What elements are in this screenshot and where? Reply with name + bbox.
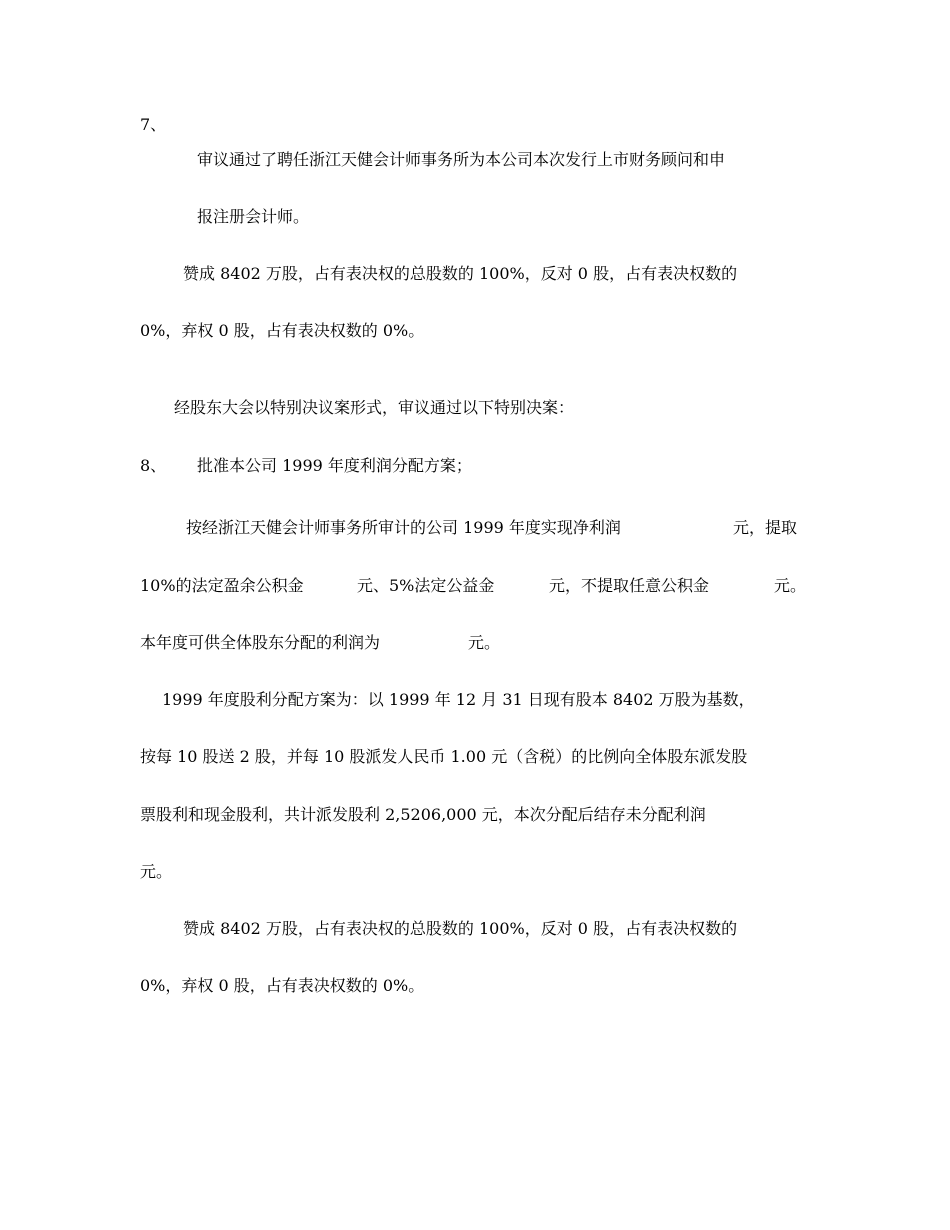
item-7-text-line1: 审议通过了聘任浙江天健会计师事务所为本公司本次发行上市财务顾问和申 <box>197 150 726 169</box>
item-8-para1-line2-d: 元。 <box>774 576 807 595</box>
item-8-vote-line1: 赞成 8402 万股，占有表决权的总股数的 100%，反对 0 股，占有表决权数的 <box>183 919 738 938</box>
item-8-number: 8、 <box>140 456 167 475</box>
item-8-para2-line2: 按每 10 股送 2 股，并每 10 股派发人民币 1.00 元（含税）的比例向全体股东派发股 <box>140 747 748 766</box>
item-8-para1-line2-a: 10%的法定盈余公积金 <box>140 576 304 595</box>
item-7-text-line2: 报注册会计师。 <box>197 207 310 226</box>
item-8-para1-line1-a: 按经浙江天健会计师事务所审计的公司 1999 年度实现净利润 <box>186 518 621 537</box>
item-8-para2-line4: 元。 <box>140 862 173 881</box>
item-8-para2-line3: 票股利和现金股利，共计派发股利 2,5206,000 元，本次分配后结存未分配利润 <box>140 805 706 824</box>
special-resolution-intro: 经股东大会以特别决议案形式，审议通过以下特别决案： <box>174 398 575 417</box>
item-8-para1-line3-a: 本年度可供全体股东分配的利润为 <box>140 633 381 652</box>
item-8-para1-line1-b: 元，提取 <box>733 518 798 537</box>
item-8-para1-line2-b: 元、5%法定公益金 <box>357 576 495 595</box>
item-8-para1-line3-b: 元。 <box>468 633 501 652</box>
item-8-title: 批准本公司 1999 年度利润分配方案； <box>197 456 472 475</box>
item-8-vote-line2: 0%，弃权 0 股，占有表决权数的 0%。 <box>140 976 425 995</box>
item-7-vote-line1: 赞成 8402 万股，占有表决权的总股数的 100%，反对 0 股，占有表决权数的 <box>183 264 738 283</box>
item-7-number: 7、 <box>140 115 167 134</box>
item-8-para2-line1: 1999 年度股利分配方案为：以 1999 年 12 月 31 日现有股本 8402 万股为基数， <box>162 690 755 709</box>
item-7-vote-line2: 0%，弃权 0 股，占有表决权数的 0%。 <box>140 321 425 340</box>
item-8-para1-line2-c: 元，不提取任意公积金 <box>549 576 710 595</box>
